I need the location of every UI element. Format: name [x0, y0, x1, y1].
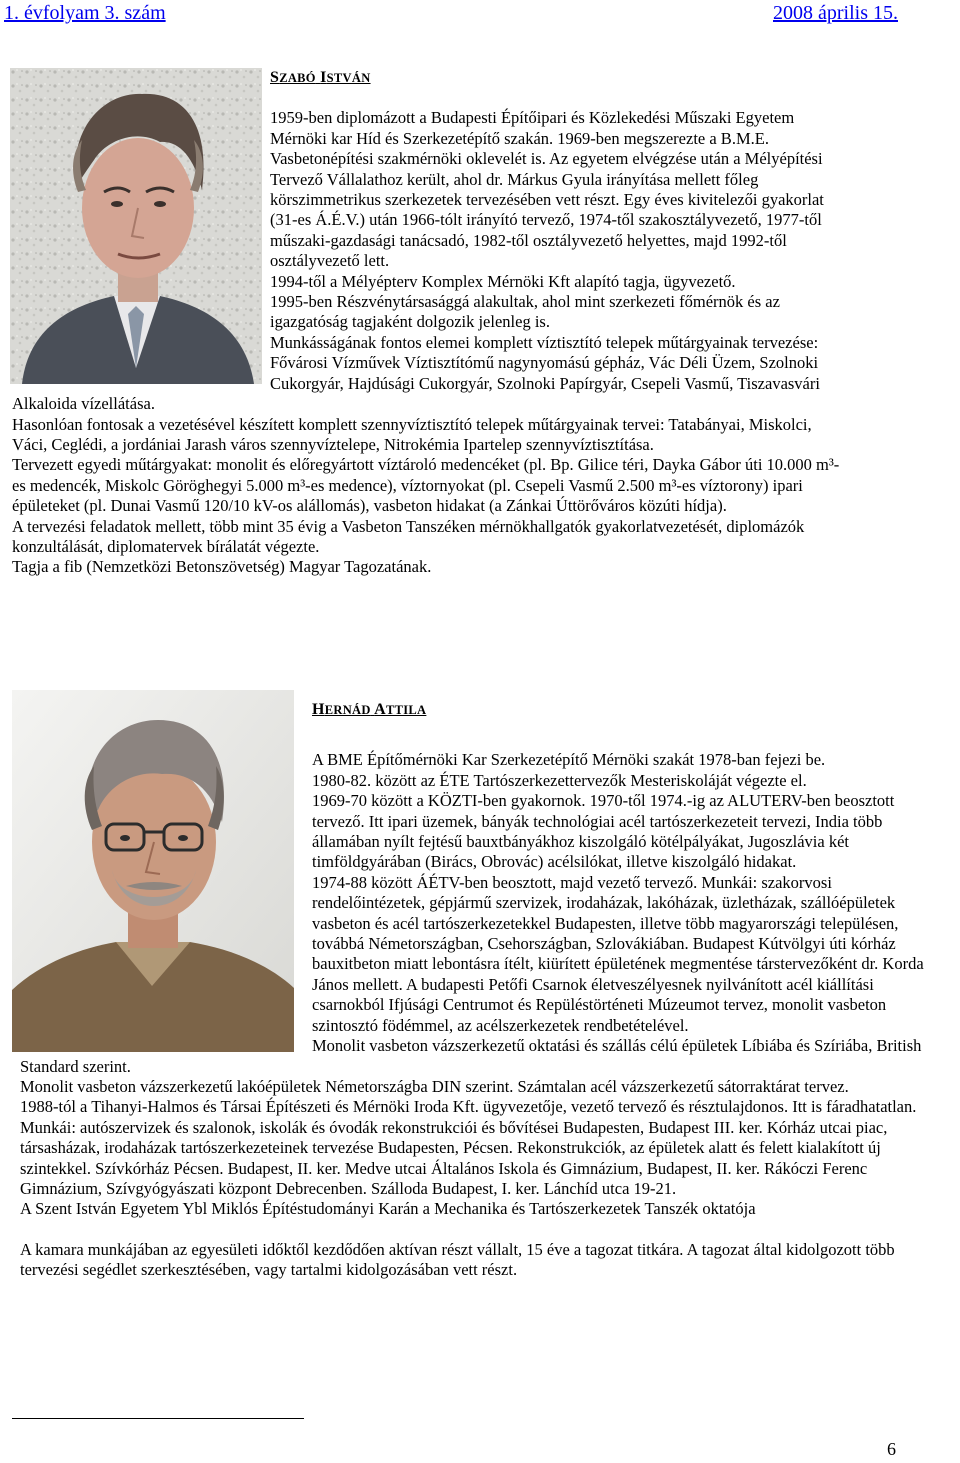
bio-paragraph: 1994-től a Mélyépterv Komplex Mérnöki Kft alapító tagja, ügyvezető.	[270, 271, 736, 291]
portrait-photo-szabo	[10, 68, 262, 384]
bio-paragraph: A BME Építőmérnöki Kar Szerkezetépítő Mérnöki szakát 1978-ban fejezi be.	[312, 750, 826, 770]
biography-szabo	[0, 68, 960, 578]
bio-paragraph: Monolit vasbeton vázszerkezetű lakóépületek Németországba DIN szerint. Számtalan acél vázszerkezetű sátorraktárat tervez.	[20, 1076, 849, 1096]
bio-paragraph: Tagja a fib (Nemzetközi Betonszövetség) Magyar Tagozatának.	[12, 557, 432, 577]
bio-paragraph: Tervezett egyedi műtárgyakat: monolit és előregyártott víztároló medencéket (pl. Bp. Gilice téri, Dayka Gábor úti 10.000 m³-es medencék, Miskolc Göröghegyi 5.000 m³-es medence), víztornyokat (pl. Csepeli Vasmű 2.500 m³-es víztorony) ipari épületeket (pl. Dunai Vasmű 120/10 kV-os alállomás), vasbeton hidakat (a Zánkai Úttörőváros közúti hídja).	[12, 455, 840, 516]
bio-paragraph: A tervezési feladatok mellett, több mint 35 évig a Vasbeton Tanszéken mérnökhallgatók gyakorlatvezetését, diplomázók konzultálását, diplomatervek bírálatát végezte.	[12, 516, 805, 556]
bio-paragraph: Munkásságának fontos elemei komplett víztisztító telepek műtárgyainak tervezése: Fővárosi Vízművek Víztisztítómű nagynyomású gépház, Vác Déli Üzem, Szolnoki Cukorgyár, Hajdúsági Cukorgyár, Szolnoki Papírgyár, Csepeli Vasmű, Tiszavasvári Alkaloida vízellátása.	[12, 332, 820, 414]
bio-paragraph: Monolit vasbeton vázszerkezetű oktatási és szállás célú épületek Líbiába és Szíriába, British Standard szerint.	[20, 1036, 922, 1076]
bio-paragraph: A kamara munkájában az egyesületi időktől kezdődően aktívan részt vállalt, 15 éve a tagozat titkára. A tagozat által kidolgozott több tervezési segédlet szerkesztésében, vagy tartalmi kidolgozásában vett részt.	[20, 1239, 895, 1280]
bio-paragraph: 1969-70 között a KÖZTI-ben gyakornok. 1970-től 1974.-ig az ALUTERV-ben beosztott tervező. Itt ipari üzemek, bányák technológiai acél tartószerkezeteit tervezi, India több államában nyílt fejtésű bauxtbányákhoz kiszolgáló kötélpályákat, Jugoszlávia két timföldgyárában (Birács, Obrovác) acélsilókat, illetve kiszolgáló hidakat.	[312, 791, 895, 872]
bio-paragraph: 1959-ben diplomázott a Budapesti Építőipari és Közlekedési Műszaki Egyetem Mérnöki kar Híd és Szerkezetépítő szakán. 1969-ben megszerezte a B.M.E. Vasbetonépítési szakmérnöki oklevelét is. Az egyetem elvégzése után a Mélyépítési Tervező Vállalathoz került, ahol dr. Márkus Gyula irányítása mellett főleg körszimmetrikus szerkezetek tervezésében vett részt. Egy éves kivitelezői gyakorlat (31-es Á.É.V.) után 1966-tólt irányító tervező, 1974-től szakosztályvezető, 1977-től műszaki-gazdasági tanácsadó, 1982-től osztályvezető helyettes, majd 1992-től osztályvezető lett.	[270, 108, 824, 271]
header-date-link[interactable]: 2008 április 15.	[773, 2, 898, 24]
header-issue-link[interactable]: 1. évfolyam 3. szám	[4, 2, 166, 24]
person-name-szabo: SZABÓ ISTVÁN	[270, 69, 371, 86]
portrait-photo-hernad	[12, 690, 294, 1052]
bio-paragraph: 1974-88 között ÁÉTV-ben beosztott, majd vezető tervező. Munkái: szakorvosi rendelőintézetek, gépjármű szervizek, irodaházak, lakóházak, üzletházak, szállóépületek vasbeton és acél tartószerkezetekkel Budapesten, illetve több magyarországi településen, továbbá Németországban, Csehországban, Szlovákiában. Budapest Kútvölgyi úti kórház bauxitbeton miatt lebontásra ítélt, kiürített épületének megmentése társtervezőként dr. Korda János mellett. A budapesti Petőfi Csarnok életveszélyesnek nyilvánított acél kiállítási csarnokból Ifjúsági Centrumot és Repüléstörténeti Múzeumot tervez, monolit vasbeton szintosztó födémmel, az acélszerkezetek rendbetételével.	[312, 872, 924, 1035]
bio-paragraph: Hasonlóan fontosak a vezetésével készített komplett szennyvíztisztító telepek műtárgyainak tervei: Tatabányai, Miskolci, Váci, Ceglédi, a jordániai Jarash város szennyvíztelepe, Nitrokémia Ipartelep szennyvíztisztítása.	[12, 414, 812, 454]
bio-paragraph: A Szent István Egyetem Ybl Miklós Építéstudományi Karán a Mechanika és Tartószerkezetek Tanszék oktatója	[20, 1199, 756, 1219]
bio-paragraph: 1995-ben Részvénytársasággá alakultak, ahol mint szerkezeti főmérnök és az igazgatóság tagjaként dolgozik jelenleg is.	[270, 292, 780, 332]
footer-divider	[12, 1418, 304, 1419]
biography-hernad	[0, 690, 960, 1281]
bio-paragraph: 1988-tól a Tihanyi-Halmos és Társai Építészeti és Mérnöki Iroda Kft. ügyvezetője, vezető tervező és résztulajdonos. Itt is fáradhatatlan. Munkái: autószervizek és szalonok, iskolák és óvodák rekonstrukciói és bővítései Budapesten, Budapest III. ker. Kórház utcai piac, társasházak, irodaházak tartószerkezeteinek tervezése Budapesten, Pécsen. Rekonstrukciók, az épületek alatt és felett kialakított új szintekkel. Szívkórház Pécsen. Budapest, II. ker. Medve utcai Általános Iskola és Gimnázium, Budapest, II. ker. Rákóczi Ferenc Gimnázium, Szívgyógyászati központ Debrecenben. Szálloda Budapest, I. ker. Lánchíd utca 19-21.	[20, 1097, 917, 1198]
bio-paragraph: 1980-82. között az ÉTE Tartószerkezettervezők Mesteriskoláját végezte el.	[312, 770, 807, 790]
page-number: 6	[887, 1439, 896, 1459]
person-name-hernad: HERNÁD ATTILA	[312, 701, 427, 718]
